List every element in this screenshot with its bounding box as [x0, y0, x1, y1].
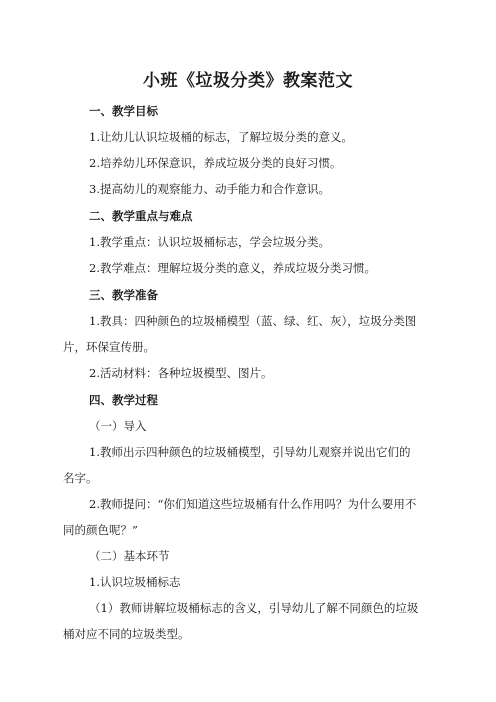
paragraph-line: 同的颜色呢？” [63, 523, 138, 537]
paragraph-line: 2.培养幼儿环保意识，养成垃圾分类的良好习惯。 [89, 156, 342, 170]
section-heading-preparation: 三、教学准备 [89, 288, 158, 302]
document-title: 小班《垃圾分类》教案范文 [143, 71, 353, 91]
subsection-heading: （一）导入 [89, 419, 147, 433]
paragraph-line: 2.教师提问：“你们知道这些垃圾桶有什么作用吗？为什么要用不 [89, 497, 417, 511]
paragraph-line: 名字。 [63, 471, 98, 485]
paragraph-line: 3.提高幼儿的观察能力、动手能力和合作意识。 [89, 182, 330, 196]
subsection-heading: （二）基本环节 [89, 549, 170, 563]
paragraph-line: 1.教师出示四种颜色的垃圾桶模型，引导幼儿观察并说出它们的 [89, 445, 411, 459]
paragraph-line: （1）教师讲解垃圾桶标志的含义，引导幼儿了解不同颜色的垃圾 [89, 601, 419, 615]
paragraph-line: 1.让幼儿认识垃圾桶的标志，了解垃圾分类的意义。 [89, 130, 353, 144]
section-heading-process: 四、教学过程 [89, 393, 158, 407]
paragraph-line: 片，环保宣传册。 [63, 340, 155, 354]
paragraph-line: 1.教具：四种颜色的垃圾桶模型（蓝、绿、红、灰），垃圾分类图 [89, 314, 417, 328]
section-heading-key-points: 二、教学重点与难点 [89, 209, 193, 223]
paragraph-line: 2.教学难点：理解垃圾分类的意义，养成垃圾分类习惯。 [89, 261, 376, 275]
section-heading-objectives: 一、教学目标 [89, 104, 158, 118]
paragraph-line: 1.教学重点：认识垃圾桶标志，学会垃圾分类。 [89, 235, 330, 249]
paragraph-line: 1.认识垃圾桶标志 [89, 575, 181, 589]
paragraph-line: 桶对应不同的垃圾类型。 [63, 627, 190, 641]
paragraph-line: 2.活动材料：各种垃圾模型、图片。 [89, 366, 273, 380]
